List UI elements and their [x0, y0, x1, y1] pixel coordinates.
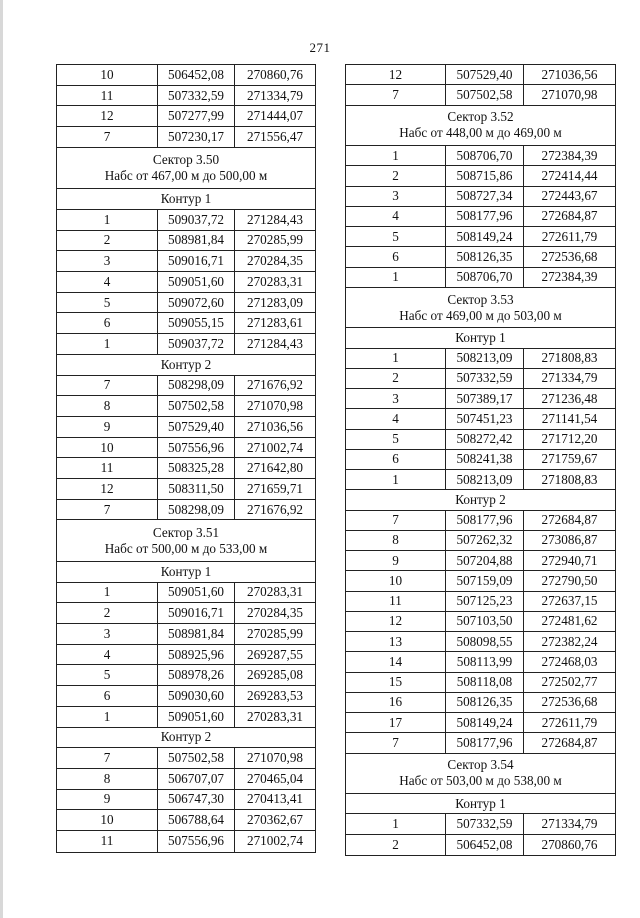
table-row — [57, 334, 315, 355]
x-coordinate: 508098,55 — [445, 632, 523, 651]
table-row — [57, 417, 315, 438]
point-number: 13 — [388, 633, 403, 649]
x-coordinate: 508272,42 — [445, 430, 523, 449]
y-coordinate: 272684,87 — [523, 207, 615, 226]
point-number: 7 — [392, 86, 399, 102]
point-number: 4 — [392, 410, 399, 426]
table-row — [57, 293, 315, 314]
table-row — [57, 210, 315, 231]
x-coordinate: 507529,40 — [445, 65, 523, 84]
y-coordinate: 269283,53 — [234, 686, 315, 706]
table-row — [57, 810, 315, 831]
table-row — [57, 376, 315, 397]
x-coordinate: 506452,08 — [445, 835, 523, 855]
y-coordinate: 272382,24 — [523, 632, 615, 651]
table-row — [346, 389, 615, 409]
y-coordinate: 271759,67 — [523, 450, 615, 469]
point-number: 3 — [103, 625, 111, 641]
x-coordinate: 508177,96 — [445, 207, 523, 226]
sector-height-range: Нaбс от 500,00 м до 533,00 м — [104, 540, 268, 556]
sector-title: Сектор 3.50 — [152, 152, 220, 168]
contour-label: Контур 2 — [160, 356, 212, 372]
sector-header — [57, 520, 315, 561]
table-row — [57, 707, 315, 728]
point-number: 10 — [100, 439, 114, 455]
x-coordinate: 507277,99 — [157, 106, 234, 126]
table-row — [57, 645, 315, 666]
y-coordinate: 271284,43 — [234, 334, 315, 354]
point-number: 5 — [392, 431, 399, 447]
x-coordinate: 508126,35 — [445, 247, 523, 266]
y-coordinate: 271444,07 — [234, 106, 315, 126]
table-row — [57, 831, 315, 852]
point-number: 17 — [388, 714, 403, 730]
y-coordinate: 271283,61 — [234, 313, 315, 333]
point-number: 11 — [100, 833, 114, 849]
point-number: 1 — [392, 471, 399, 487]
x-coordinate: 507451,23 — [445, 409, 523, 428]
y-coordinate: 271334,79 — [523, 369, 615, 388]
y-coordinate: 271283,09 — [234, 293, 315, 313]
sector-height-range: Нaбс от 448,00 м до 469,00 м — [399, 125, 562, 141]
y-coordinate: 270285,99 — [234, 624, 315, 644]
table-row — [57, 127, 315, 148]
point-number: 4 — [103, 273, 111, 289]
y-coordinate: 271676,92 — [234, 500, 315, 520]
x-coordinate: 509016,71 — [157, 251, 234, 271]
y-coordinate: 271002,74 — [234, 831, 315, 852]
x-coordinate: 509030,60 — [157, 686, 234, 706]
y-coordinate: 271002,74 — [234, 438, 315, 458]
x-coordinate: 508113,99 — [445, 652, 523, 671]
x-coordinate: 508727,34 — [445, 187, 523, 206]
y-coordinate: 272384,39 — [523, 146, 615, 165]
contour-header — [346, 794, 615, 814]
y-coordinate: 271712,20 — [523, 430, 615, 449]
y-coordinate: 273086,87 — [523, 531, 615, 550]
point-number: 1 — [392, 147, 399, 163]
y-coordinate: 271556,47 — [234, 127, 315, 147]
point-number: 11 — [100, 87, 114, 103]
sector-height-range: Нaбс от 469,00 м до 503,00 м — [399, 307, 562, 323]
x-coordinate: 507159,09 — [445, 571, 523, 590]
x-coordinate: 508126,35 — [445, 693, 523, 712]
sector-title: Сектор 3.52 — [447, 109, 514, 125]
y-coordinate: 271808,83 — [523, 349, 615, 368]
y-coordinate: 272502,77 — [523, 673, 615, 692]
table-row — [346, 592, 615, 612]
y-coordinate: 270284,35 — [234, 251, 315, 271]
x-coordinate: 507125,23 — [445, 592, 523, 611]
x-coordinate: 507262,32 — [445, 531, 523, 550]
sector-title: Сектор 3.54 — [447, 757, 514, 773]
point-number: 4 — [392, 208, 399, 224]
x-coordinate: 508715,86 — [445, 166, 523, 185]
table-row — [57, 86, 315, 107]
table-row — [57, 65, 315, 86]
point-number: 9 — [103, 791, 111, 807]
x-coordinate: 508149,24 — [445, 713, 523, 732]
point-number: 2 — [392, 836, 399, 852]
x-coordinate: 506747,30 — [157, 790, 234, 810]
point-number: 6 — [392, 451, 399, 467]
y-coordinate: 271334,79 — [234, 86, 315, 106]
y-coordinate: 271070,98 — [234, 748, 315, 768]
x-coordinate: 507556,96 — [157, 831, 234, 852]
point-number: 3 — [392, 188, 399, 204]
x-coordinate: 506707,07 — [157, 769, 234, 789]
point-number: 5 — [103, 667, 111, 683]
table-row — [57, 272, 315, 293]
y-coordinate: 270362,67 — [234, 810, 315, 830]
x-coordinate: 508177,96 — [445, 733, 523, 752]
y-coordinate: 271070,98 — [234, 396, 315, 416]
x-coordinate: 507332,59 — [157, 86, 234, 106]
x-coordinate: 508981,84 — [157, 231, 234, 251]
x-coordinate: 507103,50 — [445, 612, 523, 631]
point-number: 6 — [103, 315, 111, 331]
point-number: 7 — [103, 750, 111, 766]
contour-header — [57, 189, 315, 210]
x-coordinate: 508311,50 — [157, 479, 234, 499]
point-number: 4 — [103, 646, 111, 662]
y-coordinate: 270283,31 — [234, 583, 315, 603]
y-coordinate: 272414,44 — [523, 166, 615, 185]
y-coordinate: 271141,54 — [523, 409, 615, 428]
y-coordinate: 271808,83 — [523, 470, 615, 489]
y-coordinate: 271659,71 — [234, 479, 315, 499]
x-coordinate: 509055,15 — [157, 313, 234, 333]
point-number: 6 — [392, 248, 399, 264]
y-coordinate: 271334,79 — [523, 814, 615, 833]
point-number: 10 — [388, 572, 403, 588]
table-row — [346, 430, 615, 450]
point-number: 2 — [103, 605, 111, 621]
x-coordinate: 508149,24 — [445, 227, 523, 246]
table-row — [57, 313, 315, 334]
point-number: 9 — [103, 418, 111, 434]
point-number: 7 — [392, 734, 399, 750]
right-coordinate-table — [345, 64, 616, 856]
sector-header — [346, 754, 615, 795]
x-coordinate: 508978,26 — [157, 665, 234, 685]
point-number: 1 — [103, 584, 111, 600]
table-row — [346, 187, 615, 207]
table-row — [346, 65, 615, 85]
table-row — [57, 686, 315, 707]
x-coordinate: 507502,58 — [157, 396, 234, 416]
table-row — [57, 106, 315, 127]
point-number: 1 — [103, 335, 111, 351]
table-row — [57, 769, 315, 790]
point-number: 7 — [103, 377, 111, 393]
table-row — [346, 166, 615, 186]
x-coordinate: 507332,59 — [445, 369, 523, 388]
x-coordinate: 508706,70 — [445, 146, 523, 165]
sector-header — [346, 288, 615, 329]
table-row — [57, 438, 315, 459]
point-number: 5 — [103, 294, 111, 310]
table-row — [346, 551, 615, 571]
scan-edge — [0, 0, 3, 918]
y-coordinate: 271070,98 — [523, 85, 615, 104]
table-row — [346, 146, 615, 166]
y-coordinate: 272384,39 — [523, 268, 615, 287]
y-coordinate: 272611,79 — [523, 713, 615, 732]
point-number: 2 — [392, 370, 399, 386]
y-coordinate: 270284,35 — [234, 603, 315, 623]
y-coordinate: 271284,43 — [234, 210, 315, 230]
table-row — [57, 665, 315, 686]
x-coordinate: 509037,72 — [157, 334, 234, 354]
table-row — [57, 231, 315, 252]
point-number: 1 — [392, 350, 399, 366]
point-number: 1 — [103, 708, 111, 724]
point-number: 7 — [103, 128, 111, 144]
table-row — [346, 409, 615, 429]
table-row — [346, 470, 615, 490]
y-coordinate: 271676,92 — [234, 376, 315, 396]
x-coordinate: 508981,84 — [157, 624, 234, 644]
table-row — [346, 835, 615, 855]
x-coordinate: 508706,70 — [445, 268, 523, 287]
y-coordinate: 272536,68 — [523, 693, 615, 712]
sector-height-range: Нaбс от 467,00 м до 500,00 м — [104, 168, 268, 184]
table-row — [346, 227, 615, 247]
point-number: 15 — [388, 674, 403, 690]
table-row — [346, 713, 615, 733]
point-number: 8 — [103, 770, 111, 786]
table-row — [346, 612, 615, 632]
point-number: 11 — [100, 460, 114, 476]
table-row — [346, 632, 615, 652]
table-row — [57, 458, 315, 479]
y-coordinate: 271642,80 — [234, 458, 315, 478]
point-number: 1 — [392, 269, 399, 285]
y-coordinate: 272940,71 — [523, 551, 615, 570]
table-row — [57, 396, 315, 417]
point-number: 5 — [392, 228, 399, 244]
point-number: 3 — [103, 253, 111, 269]
point-number: 3 — [392, 390, 399, 406]
table-row — [57, 790, 315, 811]
point-number: 14 — [388, 653, 403, 669]
x-coordinate: 509037,72 — [157, 210, 234, 230]
y-coordinate: 272481,62 — [523, 612, 615, 631]
sector-header — [57, 148, 315, 189]
table-row — [346, 450, 615, 470]
point-number: 10 — [100, 66, 114, 82]
table-row — [346, 207, 615, 227]
y-coordinate: 269285,08 — [234, 665, 315, 685]
table-row — [57, 251, 315, 272]
table-row — [57, 624, 315, 645]
x-coordinate: 507230,17 — [157, 127, 234, 147]
table-row — [346, 369, 615, 389]
y-coordinate: 270860,76 — [234, 65, 315, 85]
y-coordinate: 269287,55 — [234, 645, 315, 665]
point-number: 7 — [392, 512, 399, 528]
table-row — [346, 673, 615, 693]
sector-height-range: Нaбс от 503,00 м до 538,00 м — [399, 773, 562, 789]
point-number: 10 — [100, 812, 114, 828]
table-row — [346, 349, 615, 369]
table-row — [346, 85, 615, 105]
y-coordinate: 270860,76 — [523, 835, 615, 855]
y-coordinate: 272536,68 — [523, 247, 615, 266]
table-row — [346, 247, 615, 267]
point-number: 8 — [103, 398, 111, 414]
y-coordinate: 272611,79 — [523, 227, 615, 246]
y-coordinate: 270283,31 — [234, 707, 315, 727]
table-row — [346, 733, 615, 753]
point-number: 2 — [392, 167, 399, 183]
contour-label: Контур 2 — [160, 729, 212, 745]
contour-header — [57, 355, 315, 376]
contour-label: Контур 1 — [455, 795, 506, 811]
x-coordinate: 509051,60 — [157, 272, 234, 292]
x-coordinate: 508118,08 — [445, 673, 523, 692]
x-coordinate: 507529,40 — [157, 417, 234, 437]
table-row — [346, 571, 615, 591]
table-row — [57, 603, 315, 624]
x-coordinate: 509051,60 — [157, 707, 234, 727]
y-coordinate: 270413,41 — [234, 790, 315, 810]
x-coordinate: 508925,96 — [157, 645, 234, 665]
point-number: 7 — [103, 501, 111, 517]
x-coordinate: 507204,88 — [445, 551, 523, 570]
x-coordinate: 509016,71 — [157, 603, 234, 623]
contour-label: Контур 1 — [160, 563, 212, 579]
point-number: 11 — [389, 593, 402, 609]
x-coordinate: 507332,59 — [445, 814, 523, 833]
point-number: 9 — [392, 552, 399, 568]
contour-header — [346, 328, 615, 348]
x-coordinate: 508241,38 — [445, 450, 523, 469]
point-number: 8 — [392, 532, 399, 548]
x-coordinate: 508213,09 — [445, 470, 523, 489]
x-coordinate: 508325,28 — [157, 458, 234, 478]
x-coordinate: 508298,09 — [157, 376, 234, 396]
y-coordinate: 270285,99 — [234, 231, 315, 251]
table-row — [57, 583, 315, 604]
x-coordinate: 509051,60 — [157, 583, 234, 603]
y-coordinate: 270283,31 — [234, 272, 315, 292]
table-row — [57, 748, 315, 769]
y-coordinate: 272684,87 — [523, 511, 615, 530]
x-coordinate: 506452,08 — [157, 65, 234, 85]
x-coordinate: 508177,96 — [445, 511, 523, 530]
table-row — [346, 531, 615, 551]
y-coordinate: 270465,04 — [234, 769, 315, 789]
contour-label: Контур 2 — [455, 491, 506, 507]
y-coordinate: 272790,50 — [523, 571, 615, 590]
contour-header — [346, 490, 615, 510]
point-number: 12 — [100, 108, 114, 124]
point-number: 1 — [103, 211, 111, 227]
table-row — [346, 693, 615, 713]
table-row — [57, 500, 315, 521]
x-coordinate: 507502,58 — [445, 85, 523, 104]
table-row — [346, 511, 615, 531]
contour-label: Контур 1 — [455, 329, 506, 345]
x-coordinate: 507502,58 — [157, 748, 234, 768]
x-coordinate: 509072,60 — [157, 293, 234, 313]
table-row — [57, 479, 315, 500]
point-number: 6 — [103, 687, 111, 703]
x-coordinate: 507389,17 — [445, 389, 523, 408]
x-coordinate: 506788,64 — [157, 810, 234, 830]
table-row — [346, 268, 615, 288]
page-number: 271 — [309, 40, 331, 55]
table-row — [346, 814, 615, 834]
point-number: 1 — [392, 815, 399, 831]
left-coordinate-table — [56, 64, 316, 853]
point-number: 16 — [388, 694, 403, 710]
point-number: 12 — [388, 613, 403, 629]
point-number: 12 — [388, 66, 403, 82]
x-coordinate: 508298,09 — [157, 500, 234, 520]
contour-label: Контур 1 — [160, 191, 212, 207]
sector-title: Сектор 3.51 — [152, 524, 220, 540]
point-number: 2 — [103, 232, 111, 248]
y-coordinate: 271036,56 — [234, 417, 315, 437]
y-coordinate: 272637,15 — [523, 592, 615, 611]
y-coordinate: 271036,56 — [523, 65, 615, 84]
table-row — [346, 652, 615, 672]
point-number: 12 — [100, 480, 114, 496]
contour-header — [57, 728, 315, 749]
contour-header — [57, 562, 315, 583]
x-coordinate: 508213,09 — [445, 349, 523, 368]
y-coordinate: 272684,87 — [523, 733, 615, 752]
y-coordinate: 272443,67 — [523, 187, 615, 206]
y-coordinate: 272468,03 — [523, 652, 615, 671]
y-coordinate: 271236,48 — [523, 389, 615, 408]
x-coordinate: 507556,96 — [157, 438, 234, 458]
sector-title: Сектор 3.53 — [447, 291, 514, 307]
sector-header — [346, 106, 615, 147]
